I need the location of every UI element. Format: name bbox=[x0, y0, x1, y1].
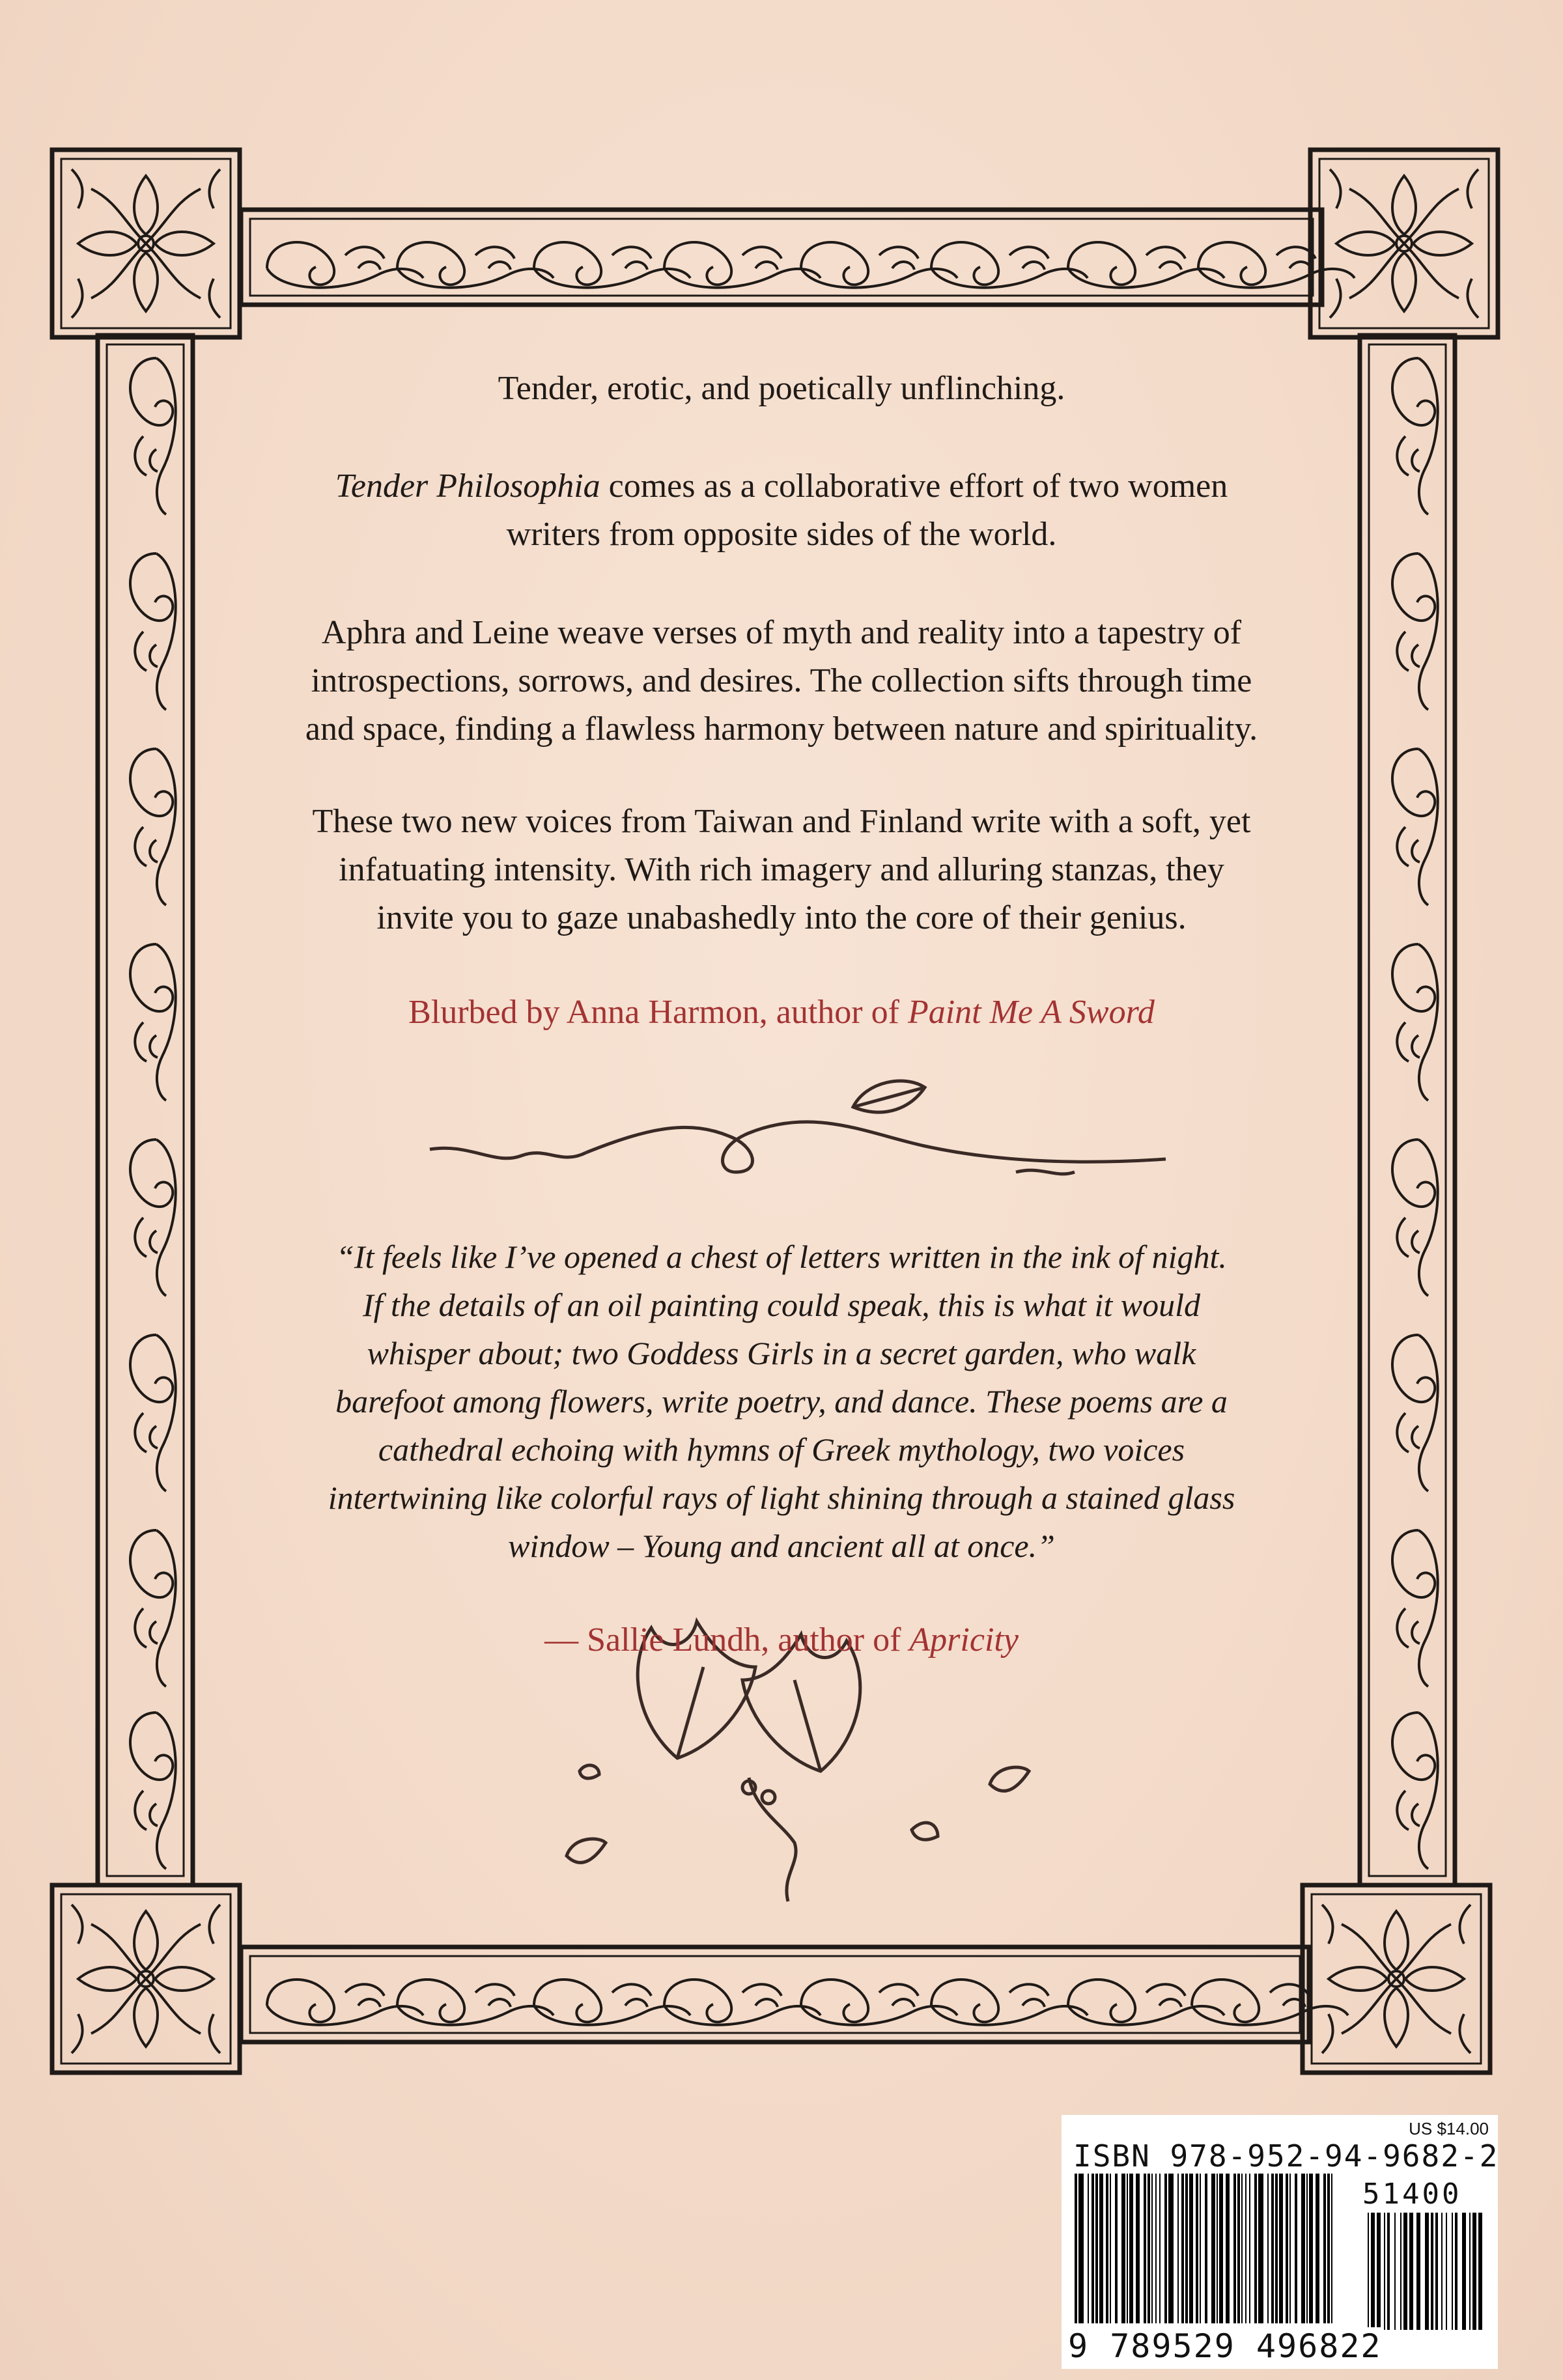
quote-credit-book: Apricity bbox=[909, 1621, 1019, 1659]
barcode-bar bbox=[1226, 2174, 1230, 2323]
barcode-bar bbox=[1078, 2174, 1084, 2323]
addon-bar bbox=[1452, 2213, 1453, 2330]
barcode-bar bbox=[1258, 2174, 1263, 2323]
barcode-bar bbox=[1168, 2174, 1174, 2323]
barcode-bar bbox=[1196, 2174, 1198, 2323]
barcode-bar bbox=[1127, 2174, 1128, 2323]
barcode-bar bbox=[1267, 2174, 1269, 2323]
quote-line: window – Young and ancient all at once.” bbox=[508, 1528, 1055, 1564]
addon-bar bbox=[1368, 2213, 1369, 2330]
barcode-bar bbox=[1237, 2174, 1240, 2323]
voices-line: These two new voices from Taiwan and Finland write with a soft, yet bbox=[312, 803, 1251, 840]
barcode-bar bbox=[1115, 2174, 1118, 2323]
addon-bar bbox=[1446, 2213, 1447, 2330]
addon-bar bbox=[1441, 2213, 1443, 2330]
blurb-credit-book: Paint Me A Sword bbox=[907, 994, 1155, 1031]
barcode-bar bbox=[1275, 2174, 1278, 2323]
addon-bar bbox=[1409, 2213, 1413, 2330]
barcode-bar bbox=[1151, 2174, 1153, 2323]
blurb-credit bbox=[208, 988, 1355, 1037]
barcode-bar bbox=[1254, 2174, 1257, 2323]
quote-credit bbox=[208, 1616, 1355, 1664]
barcode-bar bbox=[1121, 2174, 1125, 2323]
addon-bar bbox=[1387, 2213, 1390, 2330]
description-paragraph bbox=[208, 609, 1355, 753]
barcode-bar bbox=[1177, 2174, 1179, 2323]
addon-bar bbox=[1431, 2213, 1433, 2330]
addon-bar bbox=[1435, 2213, 1438, 2330]
addon-bar bbox=[1472, 2213, 1476, 2330]
barcode-bar bbox=[1099, 2174, 1103, 2323]
addon-bar bbox=[1416, 2213, 1420, 2330]
description-line: and space, finding a flawless harmony between nature and spirituality. bbox=[305, 710, 1258, 748]
addon-bar bbox=[1400, 2213, 1401, 2330]
quote-line: If the details of an oil painting could speak, this is what it would bbox=[362, 1287, 1201, 1323]
barcode-bar bbox=[1289, 2174, 1291, 2323]
barcode-bar bbox=[1301, 2174, 1305, 2323]
addon-bar bbox=[1478, 2213, 1482, 2330]
barcode-bar bbox=[1200, 2174, 1201, 2323]
barcode-bar bbox=[1219, 2174, 1223, 2323]
book-title: Tender Philosophia bbox=[335, 468, 600, 505]
barcode-bar bbox=[1088, 2174, 1089, 2323]
barcode-bar bbox=[1241, 2174, 1243, 2323]
voices-paragraph bbox=[208, 798, 1355, 942]
blurb-credit-prefix: Blurbed by Anna Harmon, author of bbox=[408, 994, 908, 1031]
barcode-bar bbox=[1249, 2174, 1250, 2323]
barcode-bar bbox=[1189, 2174, 1193, 2323]
barcode-bar bbox=[1245, 2174, 1246, 2323]
barcode-bar bbox=[1233, 2174, 1236, 2323]
description-line: Aphra and Leine weave verses of myth and reality into a tapestry of bbox=[321, 614, 1242, 651]
quote-line: barefoot among flowers, write poetry, and dance. These poems are a bbox=[335, 1383, 1228, 1420]
barcode-bar bbox=[1159, 2174, 1161, 2323]
isbn-text: ISBN 978-952-94-9682-2 bbox=[1073, 2138, 1499, 2174]
voices-line: infatuating intensity. With rich imagery and alluring stanzas, they bbox=[339, 851, 1224, 888]
barcode-bar bbox=[1316, 2174, 1319, 2323]
intro-line-2: writers from opposite sides of the world. bbox=[506, 516, 1057, 553]
voices-line: invite you to gaze unabashedly into the core of their genius. bbox=[376, 899, 1187, 936]
barcode-bar bbox=[1309, 2174, 1313, 2323]
quote-credit-prefix: — Sallie Lundh, author of bbox=[544, 1621, 910, 1659]
quote-line: cathedral echoing with hymns of Greek mythology, two voices bbox=[378, 1431, 1185, 1468]
addon-bar bbox=[1394, 2213, 1396, 2330]
addon-bar bbox=[1469, 2213, 1471, 2330]
addon-bar bbox=[1371, 2213, 1375, 2330]
barcode-bar bbox=[1075, 2174, 1077, 2323]
barcode-bar bbox=[1211, 2174, 1215, 2323]
barcode-bar bbox=[1185, 2174, 1188, 2323]
quote-line: whisper about; two Goddess Girls in a secret garden, who walk bbox=[367, 1335, 1196, 1371]
tagline: Tender, erotic, and poetically unflinching. bbox=[498, 370, 1065, 407]
barcode-bar bbox=[1279, 2174, 1283, 2323]
intro-paragraph bbox=[208, 462, 1355, 559]
barcode-panel bbox=[1062, 2115, 1498, 2369]
barcode-bar bbox=[1164, 2174, 1167, 2323]
barcode-bar bbox=[1110, 2174, 1111, 2323]
barcode-bar bbox=[1144, 2174, 1146, 2323]
barcode-bar bbox=[1129, 2174, 1133, 2323]
barcode-bar bbox=[1106, 2174, 1108, 2323]
barcode-bar bbox=[1286, 2174, 1288, 2323]
intro-line-1: comes as a collaborative effort of two women bbox=[600, 468, 1228, 505]
addon-code: 51400 bbox=[1362, 2177, 1462, 2211]
barcode-bar bbox=[1295, 2174, 1297, 2323]
quote-line: intertwining like colorful rays of light shining through a stained glass bbox=[328, 1479, 1235, 1516]
addon-bar bbox=[1462, 2213, 1466, 2330]
barcode-bar bbox=[1217, 2174, 1218, 2323]
addon-bar bbox=[1377, 2213, 1381, 2330]
barcode-bar bbox=[1327, 2174, 1330, 2323]
barcode-bar bbox=[1205, 2174, 1207, 2323]
addon-bar bbox=[1425, 2213, 1429, 2330]
barcode-bar bbox=[1136, 2174, 1140, 2323]
barcode-bar bbox=[1331, 2174, 1332, 2323]
barcode-bar bbox=[1181, 2174, 1184, 2323]
quote-line: “It feels like I’ve opened a chest of letters written in the ink of night. bbox=[336, 1239, 1227, 1275]
barcode-bar bbox=[1148, 2174, 1150, 2323]
addon-bar bbox=[1384, 2213, 1385, 2330]
testimonial-quote bbox=[195, 1233, 1368, 1570]
price-label: US $14.00 bbox=[1409, 2119, 1489, 2138]
flourish-divider bbox=[430, 1081, 1166, 1174]
ean-code: 9 789529 496822 bbox=[1068, 2327, 1382, 2365]
barcode-bar bbox=[1306, 2174, 1308, 2323]
barcode-bar bbox=[1271, 2174, 1274, 2323]
addon-bar bbox=[1455, 2213, 1457, 2330]
barcode-bar bbox=[1155, 2174, 1157, 2323]
addon-bar bbox=[1403, 2213, 1407, 2330]
barcode-bar bbox=[1323, 2174, 1326, 2323]
barcode-bar bbox=[1091, 2174, 1094, 2323]
barcode-bar bbox=[1095, 2174, 1098, 2323]
description-line: introspections, sorrows, and desires. The collection sifts through time bbox=[311, 662, 1252, 699]
